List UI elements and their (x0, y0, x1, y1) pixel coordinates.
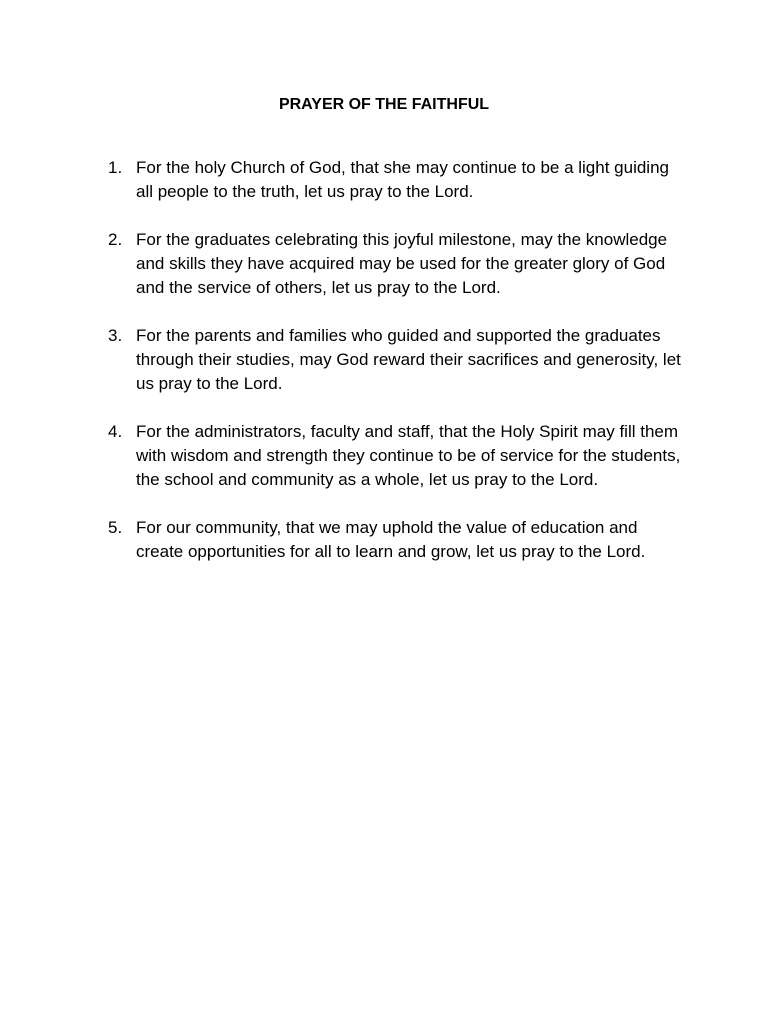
item-number: 3. (108, 326, 123, 345)
item-number: 1. (108, 158, 123, 177)
list-item (108, 156, 688, 204)
list-item (108, 516, 688, 564)
list-item (108, 324, 688, 396)
item-number: 5. (108, 518, 123, 537)
item-text: For the holy Church of God, that she may continue to be a light guiding all people to the truth, let us pray to the Lord. (136, 158, 669, 201)
item-text: For our community, that we may uphold the value of education and create opportunities for all to learn and grow, let us pray to the Lord. (136, 518, 646, 561)
prayer-list (108, 156, 688, 588)
item-number: 4. (108, 422, 123, 441)
item-text: For the graduates celebrating this joyful milestone, may the knowledge and skills they have acquired may be used for the greater glory of God and the service of others, let us pray to the Lord. (136, 230, 668, 297)
item-text: For the parents and families who guided and supported the graduates through their studies, may God reward their sacrifices and generosity, let us pray to the Lord. (136, 326, 681, 393)
item-number: 2. (108, 230, 123, 249)
list-item (108, 228, 688, 300)
page-title: PRAYER OF THE FAITHFUL (278, 96, 490, 113)
item-text: For the administrators, faculty and staff, that the Holy Spirit may fill them with wisdom and strength they continue to be of service for the students, the school and community as a whole, let us pray to the Lord. (136, 422, 681, 489)
list-item (108, 420, 688, 492)
